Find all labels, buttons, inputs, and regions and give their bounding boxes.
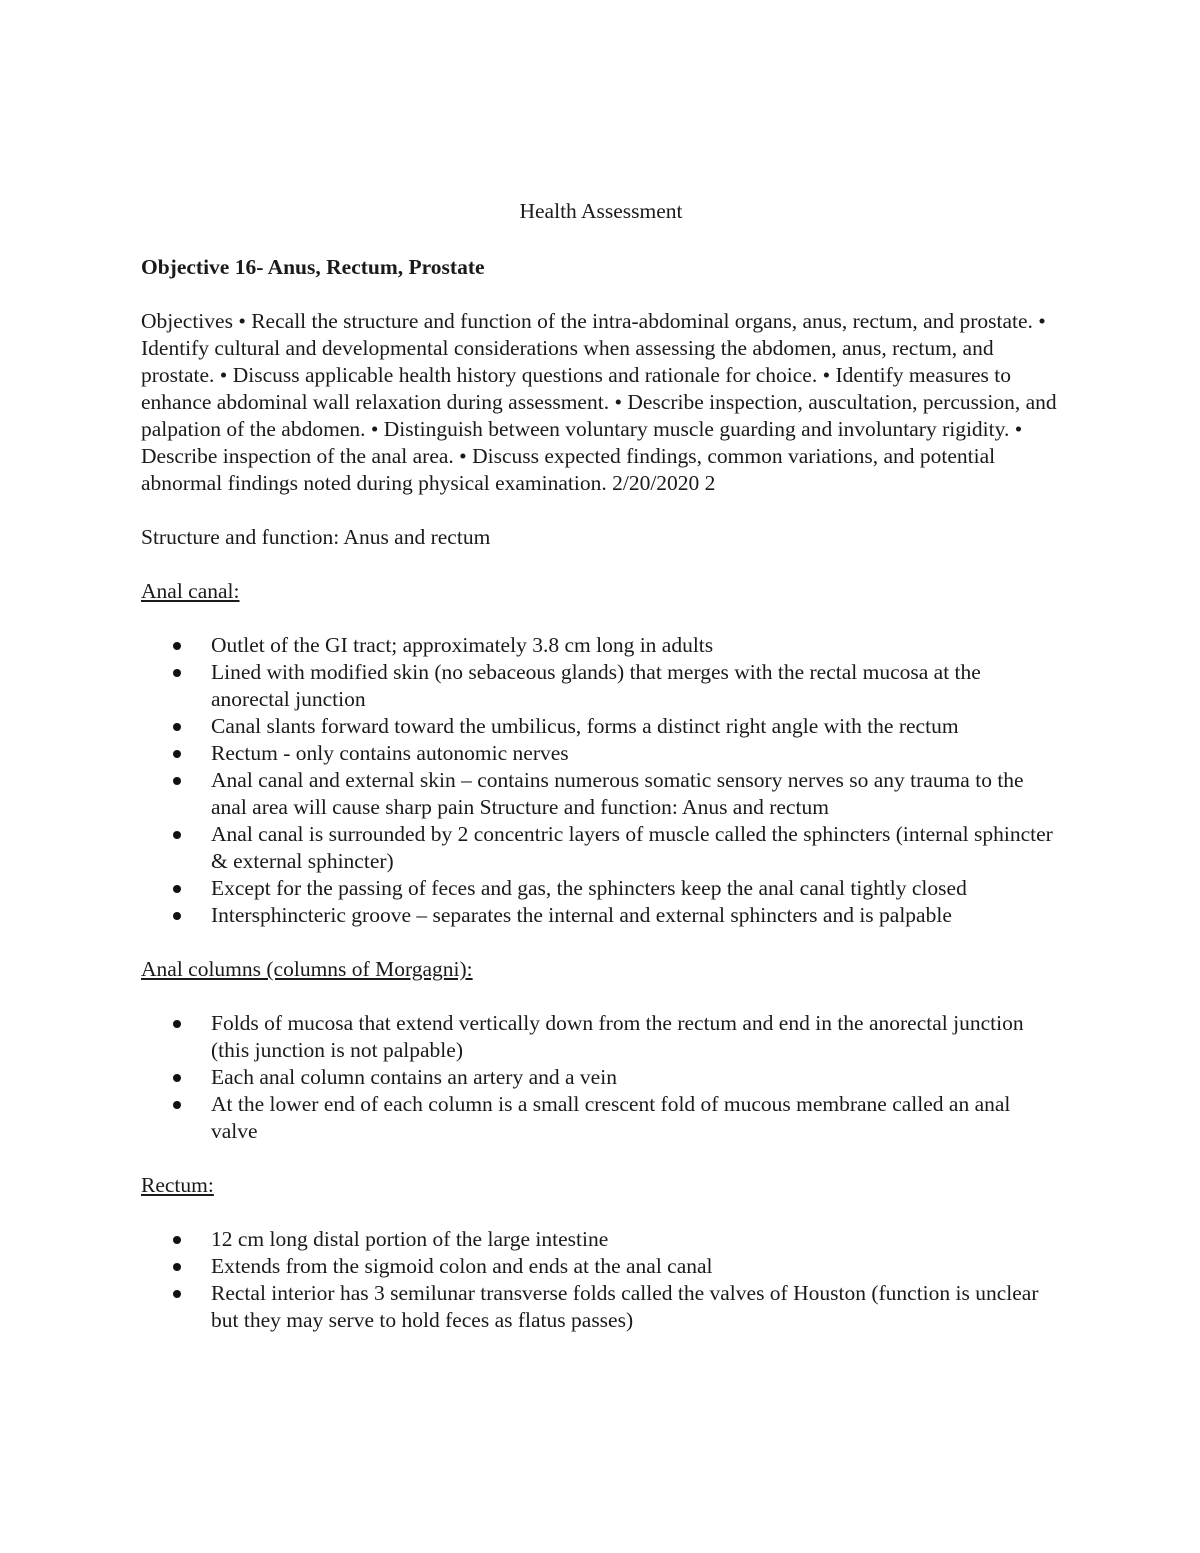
list-item xyxy=(141,632,1061,659)
bullet-icon xyxy=(173,1101,181,1109)
list-item-text: Rectal interior has 3 semilunar transverse folds called the valves of Houston (function is unclear but they may serve to hold feces as flatus passes) xyxy=(211,1281,1039,1332)
list-item-text: Lined with modified skin (no sebaceous glands) that merges with the rectal mucosa at the anorectal junction xyxy=(211,660,981,711)
list-item-text: Anal canal is surrounded by 2 concentric layers of muscle called the sphincters (internal sphincter & external sphincter) xyxy=(211,822,1053,873)
bullet-icon xyxy=(173,750,181,758)
list-item xyxy=(141,767,1061,821)
list-item xyxy=(141,1064,1061,1091)
bullet-icon xyxy=(173,723,181,731)
document-title: Health Assessment xyxy=(519,199,683,223)
rectum-heading: Rectum: xyxy=(141,1173,214,1197)
objective-heading: Objective 16- Anus, Rectum, Prostate xyxy=(141,255,485,279)
list-item xyxy=(141,740,1061,767)
list-item xyxy=(141,902,1061,929)
anal-canal-heading: Anal canal: xyxy=(141,579,240,603)
list-item xyxy=(141,659,1061,713)
bullet-icon xyxy=(173,831,181,839)
bullet-icon xyxy=(173,1020,181,1028)
objectives-paragraph: Objectives • Recall the structure and function of the intra-abdominal organs, anus, rectum, and prostate. • Identify cultural and developmental considerations when assessing the abdomen, anus, rectum, and prostate. • Discuss applicable health history questions and rationale for choice. • Identify measures to enhance abdominal wall relaxation during assessment. • Describe inspection, auscultation, percussion, and palpation of the abdomen. • Distinguish between voluntary muscle guarding and involuntary rigidity. • Describe inspection of the anal area. • Discuss expected findings, common variations, and potential abnormal findings noted during physical examination. 2/20/2020 2 xyxy=(141,309,1057,495)
list-item xyxy=(141,1010,1061,1064)
section-label: Structure and function: Anus and rectum xyxy=(141,525,491,549)
list-item-text: Rectum - only contains autonomic nerves xyxy=(211,741,569,765)
list-item-text: Intersphincteric groove – separates the internal and external sphincters and is palpable xyxy=(211,903,952,927)
list-item-text: Except for the passing of feces and gas, the sphincters keep the anal canal tightly closed xyxy=(211,876,967,900)
bullet-icon xyxy=(173,1290,181,1298)
list-item xyxy=(141,1280,1061,1334)
bullet-icon xyxy=(173,642,181,650)
list-item xyxy=(141,875,1061,902)
list-item-text: Each anal column contains an artery and a vein xyxy=(211,1065,617,1089)
list-item-text: Outlet of the GI tract; approximately 3.8 cm long in adults xyxy=(211,633,714,657)
list-item-text: 12 cm long distal portion of the large intestine xyxy=(211,1227,609,1251)
list-item-text: Anal canal and external skin – contains numerous somatic sensory nerves so any trauma to the anal area will cause sharp pain Structure and function: Anus and rectum xyxy=(211,768,1024,819)
bullet-icon xyxy=(173,669,181,677)
list-item xyxy=(141,1226,1061,1253)
bullet-icon xyxy=(173,1074,181,1082)
anal-columns-heading: Anal columns (columns of Morgagni): xyxy=(141,957,473,981)
list-item xyxy=(141,713,1061,740)
list-item-text: Folds of mucosa that extend vertically down from the rectum and end in the anorectal junction (this junction is not palpable) xyxy=(211,1011,1024,1062)
bullet-icon xyxy=(173,1236,181,1244)
list-item-text: Canal slants forward toward the umbilicus, forms a distinct right angle with the rectum xyxy=(211,714,959,738)
anal-columns-list xyxy=(141,1010,1061,1145)
list-item xyxy=(141,1091,1061,1145)
bullet-icon xyxy=(173,912,181,920)
bullet-icon xyxy=(173,777,181,785)
list-item xyxy=(141,821,1061,875)
bullet-icon xyxy=(173,885,181,893)
document-page xyxy=(141,198,1061,1361)
bullet-icon xyxy=(173,1263,181,1271)
rectum-list xyxy=(141,1226,1061,1334)
list-item-text: Extends from the sigmoid colon and ends at the anal canal xyxy=(211,1254,713,1278)
anal-canal-list xyxy=(141,632,1061,929)
list-item xyxy=(141,1253,1061,1280)
list-item-text: At the lower end of each column is a small crescent fold of mucous membrane called an anal valve xyxy=(211,1092,1011,1143)
